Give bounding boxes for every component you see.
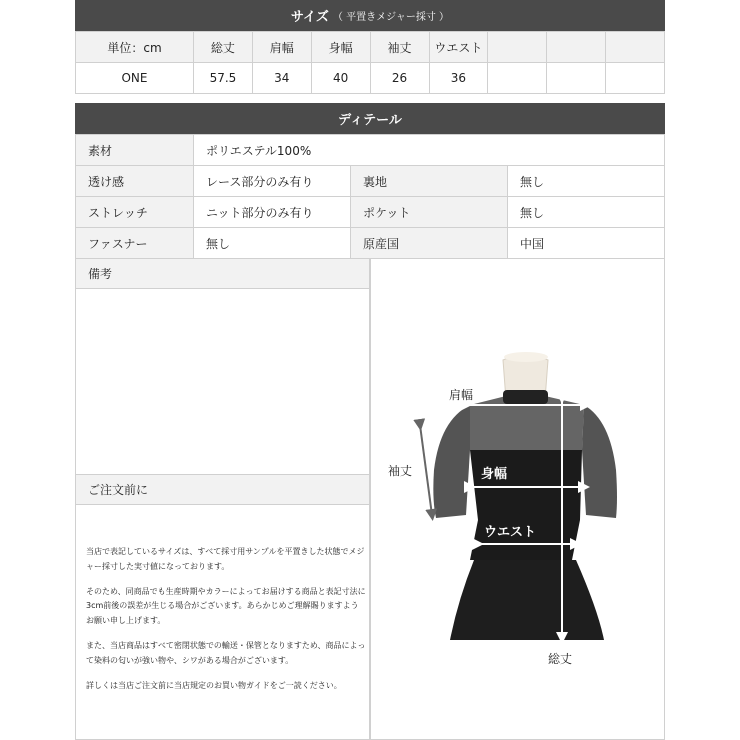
shoulder-label: 肩幅	[449, 388, 474, 402]
detail-value: 無し	[508, 197, 665, 228]
material-label: 素材	[76, 135, 194, 166]
length-label: 総丈	[548, 652, 573, 666]
detail-value: 無し	[194, 228, 351, 259]
size-cell: 34	[252, 63, 311, 94]
size-cell: 40	[311, 63, 370, 94]
size-section-title: サイズ	[290, 10, 329, 25]
size-header-cell: 袖丈	[370, 32, 429, 63]
size-header-cell: ウエスト	[429, 32, 488, 63]
detail-key: 裏地	[351, 166, 508, 197]
material-value: ポリエステル100%	[194, 135, 665, 166]
size-cell: ONE	[76, 63, 194, 94]
size-section-subtitle: （ 平置きメジャー採寸 ）	[332, 12, 450, 23]
detail-value: レース部分のみ有り	[194, 166, 351, 197]
sleeve-label: 袖丈	[388, 464, 413, 478]
body-width-label: 身幅	[481, 467, 508, 482]
waist-label: ウエスト	[484, 525, 537, 540]
note-paragraph: 当店で表記しているサイズは、すべて採寸用サンプルを平置きした状態でメジャー採寸した実寸値になっております。	[86, 547, 365, 571]
detail-value: 中国	[508, 228, 665, 259]
size-header-cell: 単位：cm	[76, 32, 194, 63]
sleeve-arrow	[420, 425, 432, 515]
detail-key: 透け感	[76, 166, 194, 197]
detail-key: ポケット	[351, 197, 508, 228]
size-header-cell: 肩幅	[252, 32, 311, 63]
note-paragraph: 詳しくは当店ご注文前に当店規定のお買い物ガイドをご一読ください。	[86, 680, 342, 690]
before-order-label: ご注文前に	[88, 483, 149, 497]
note-paragraph: そのため、同商品でも生産時期やカラーによってお届けする商品と表記寸法に3cm前後の誤差が生じる場合がございます。あらかじめご理解賜りますようお願い申し上げます。	[86, 586, 366, 625]
size-header-cell: 総丈	[194, 32, 253, 63]
detail-value: ニット部分のみ有り	[194, 197, 351, 228]
size-cell: 26	[370, 63, 429, 94]
size-cell: 57.5	[194, 63, 253, 94]
size-header-cell: 身幅	[311, 32, 370, 63]
remarks-label: 備考	[88, 267, 113, 281]
detail-key: 原産国	[351, 228, 508, 259]
detail-section-title: ディテール	[338, 113, 402, 128]
detail-value: 無し	[508, 166, 665, 197]
note-paragraph: また、当店商品はすべて密閉状態での輸送・保管となりますため、商品によって染料の匂いが強い物や、シワがある場合がございます。	[86, 640, 366, 665]
detail-key: ファスナー	[76, 228, 194, 259]
size-cell: 36	[429, 63, 488, 94]
detail-key: ストレッチ	[76, 197, 194, 228]
